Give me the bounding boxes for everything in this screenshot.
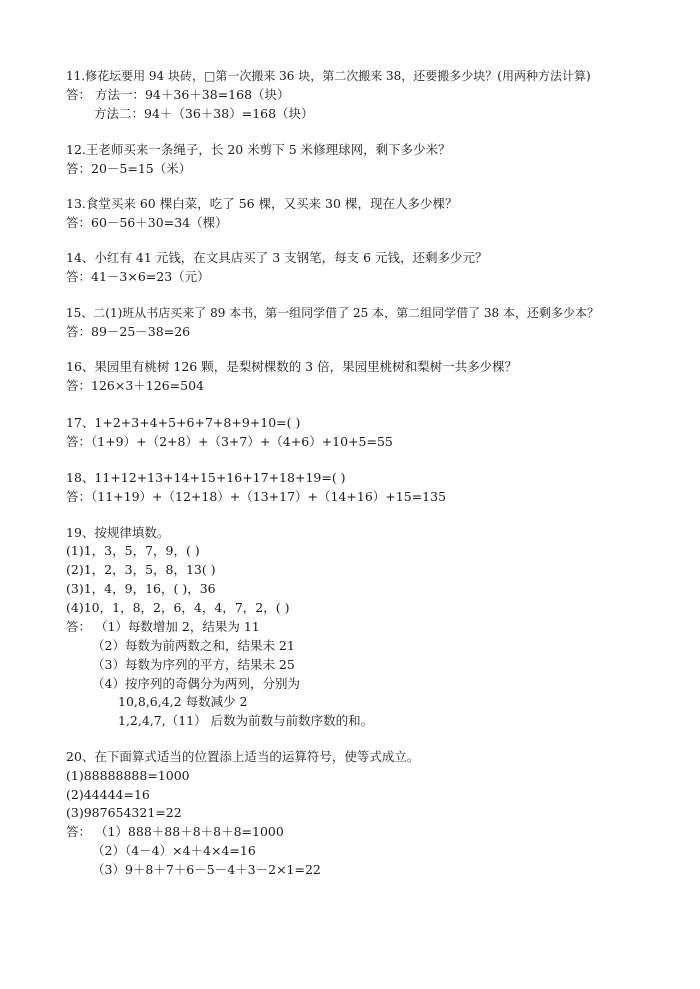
problem-11-answer-method-2: 方法二：94＋（36＋38）=168（块） bbox=[94, 106, 314, 121]
problem-19-answer-line-2: （2）每数为前两数之和，结果未 21 bbox=[92, 638, 295, 653]
problem-17-answer: 答：（1+9）+（2+8）+（3+7）+（4+6）+10+5=55 bbox=[66, 434, 393, 449]
problem-18-question: 18、11+12+13+14+15+16+17+18+19=( ) bbox=[66, 470, 346, 485]
problem-20-item-2: (2)44444=16 bbox=[66, 787, 150, 802]
problem-20-question: 20、在下面算式适当的位置添上适当的运算符号，使等式成立。 bbox=[66, 749, 420, 764]
problem-19-answer-line-5: 10,8,6,4,2 每数减少 2 bbox=[118, 694, 248, 709]
problem-19-answer-line-6: 1,2,4,7,（11） 后数为前数与前数序数的和。 bbox=[118, 713, 374, 728]
problem-13-answer: 答：60－56＋30=34（棵） bbox=[66, 215, 228, 230]
problem-19-question: 19、按规律填数。 bbox=[66, 525, 170, 540]
problem-19-item-2: (2)1，2，3，5，8，13( ) bbox=[66, 562, 216, 577]
problem-18-answer: 答：（11+19）+（12+18）+（13+17）+（14+16）+15=135 bbox=[66, 489, 447, 504]
problem-20-item-1: (1)88888888=1000 bbox=[66, 768, 190, 783]
problem-19-answer-line-3: （3）每数为序列的平方，结果未 25 bbox=[92, 657, 295, 672]
problem-16-question: 16、果园里有桃树 126 颗，是梨树棵数的 3 倍，果园里桃树和梨树一共多少棵？ bbox=[66, 359, 518, 374]
problem-16-answer: 答：126×3＋126=504 bbox=[66, 378, 204, 393]
problem-15-question: 15、二(1)班从书店买来了 89 本书，第一组同学借了 25 本，第二组同学借了 38 本，还剩多少本？ bbox=[66, 306, 599, 320]
problem-12-question: 12.王老师买来一条绳子，长 20 米剪下 5 米修理球网，剩下多少米？ bbox=[66, 142, 451, 157]
problem-19-item-4: (4)10，1，8，2，6，4，4，7，2，( ) bbox=[66, 600, 290, 615]
problem-11-question: 11.修花坛要用 94 块砖，□第一次搬来 36 块，第二次搬来 38，还要搬多少块？(用两种方法计算) bbox=[66, 69, 591, 83]
problem-20-answer-line-1: 答： （1）888＋88＋8＋8＋8=1000 bbox=[66, 824, 284, 839]
problem-15-answer: 答：89－25－38=26 bbox=[66, 324, 191, 339]
problem-14-question: 14、小红有 41 元钱，在文具店买了 3 支钢笔，每支 6 元钱，还剩多少元？ bbox=[66, 250, 488, 265]
problem-20-item-3: (3)987654321=22 bbox=[66, 805, 182, 820]
problem-13-question: 13.食堂买来 60 棵白菜，吃了 56 棵，又买来 30 棵，现在人多少棵？ bbox=[66, 196, 458, 211]
problem-19-answer-line-1: 答： （1）每数增加 2，结果为 11 bbox=[66, 619, 260, 634]
problem-17-question: 17、1+2+3+4+5+6+7+8+9+10=( ) bbox=[66, 415, 301, 430]
problem-14-answer: 答：41－3×6=23（元） bbox=[66, 269, 210, 284]
problem-19-item-3: (3)1，4，9，16，( )，36 bbox=[66, 581, 216, 596]
problem-20-answer-line-3: （3）9＋8＋7＋6－5－4＋3－2×1=22 bbox=[92, 862, 321, 877]
problem-19-item-1: (1)1，3，5，7，9，( ) bbox=[66, 543, 200, 558]
problem-20-answer-line-2: （2）（4－4）×4＋4×4=16 bbox=[92, 843, 256, 858]
problem-19-answer-line-4: （4）按序列的奇偶分为两列，分别为 bbox=[92, 676, 300, 691]
problem-12-answer: 答：20－5=15（米） bbox=[66, 161, 192, 176]
problem-11-answer-method-1: 答： 方法一：94＋36＋38=168（块） bbox=[66, 87, 290, 102]
